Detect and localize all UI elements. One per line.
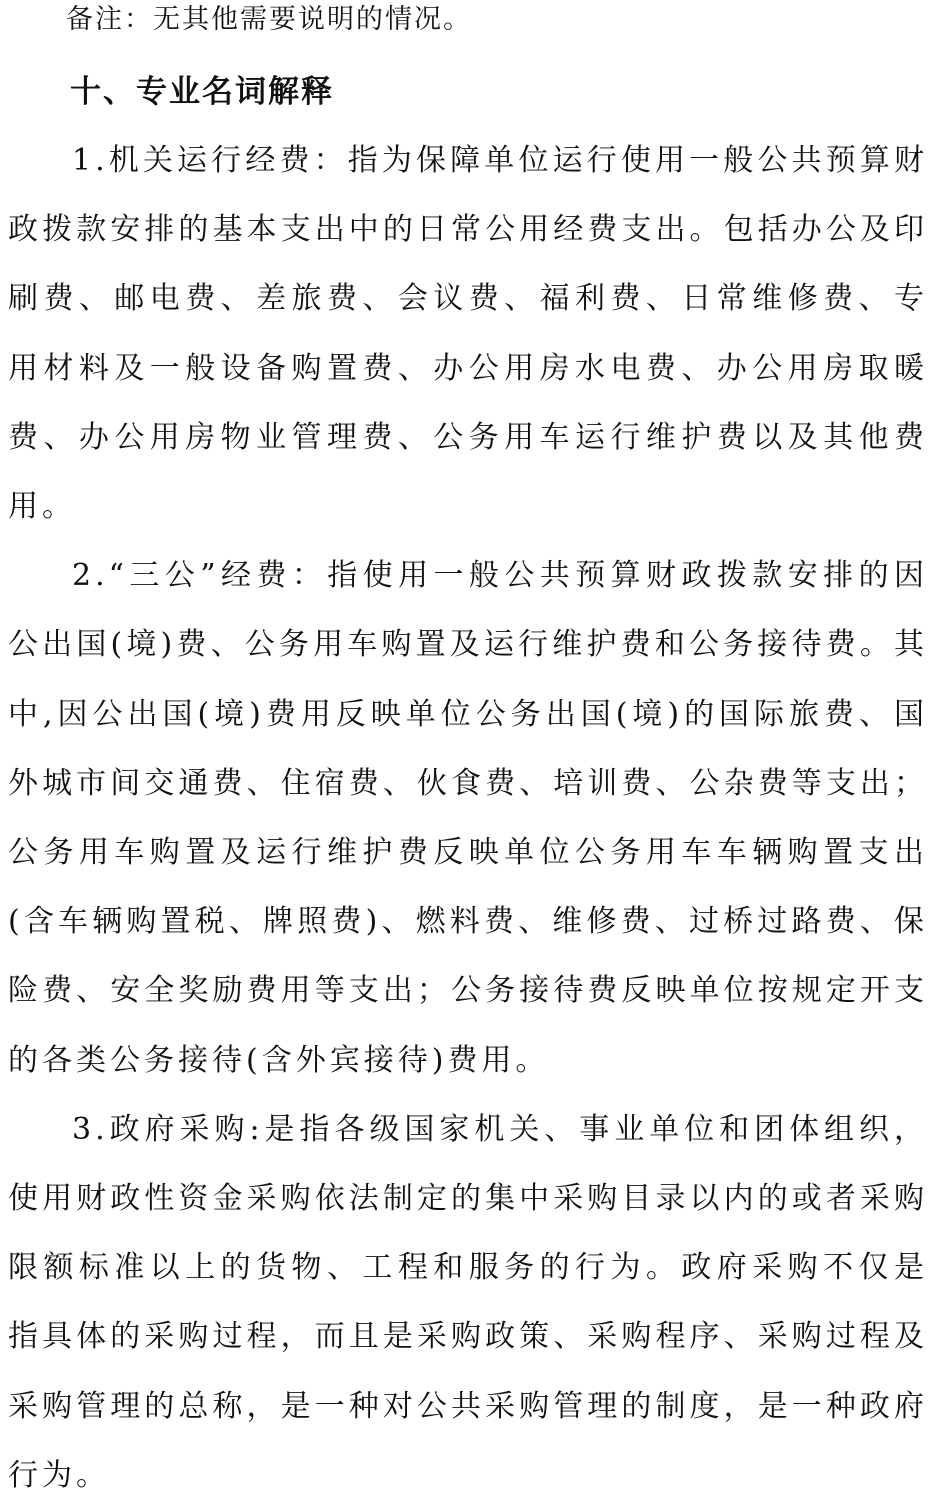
- remark-text: 备注：无其他需要说明的情况。: [66, 4, 472, 35]
- section-heading: 十、专业名词解释: [70, 74, 334, 110]
- term-paragraph-government-procurement: 3.政府采购:是指各级国家机关、事业单位和团体组织，使用财政性资金采购依法制定的集中采购目录以内的或者采购限额标准以上的货物、工程和服务的行为。政府采购不仅是 指具体的采购过程，而且是采购政策、采购程序、采购过程及采购管理的总称，是一种对公共采购管理的制度，是一种政府行为。: [8, 1111, 928, 1493]
- term-paragraph-three-public-funds: 2.“三公”经费：指使用一般公共预算财政拨款安排的因公出国(境)费、公务用车购置及运行维护费和公务接待费。其中,因公出国(境)费用反映单位公务出国(境)的国际旅费、国外城市间交通费、住宿费、伙食费、培训费、公杂费等支出；公务用车购置及运行维护费反映单位公务用车车辆购置支出(含车辆购置税、牌照费)、燃料费、维修费、过桥过路费、保险费、安全奖励费用等支出；公务接待费反映单位按规定开支的各类公务接待(含外宾接待)费用。: [8, 558, 928, 1078]
- term-paragraph-operating-funds: 1.机关运行经费：指为保障单位运行使用一般公共预算财政拨款安排的基本支出中的日常公用经费支出。包括办公及印刷费、邮电费、差旅费、会议费、福利费、日常维修费、专 用材料及一般设备购置费、办公用房水电费、办公用房取暖费、办公用房物业管理费、公务用车运行维护费以及其他费用。: [8, 143, 928, 525]
